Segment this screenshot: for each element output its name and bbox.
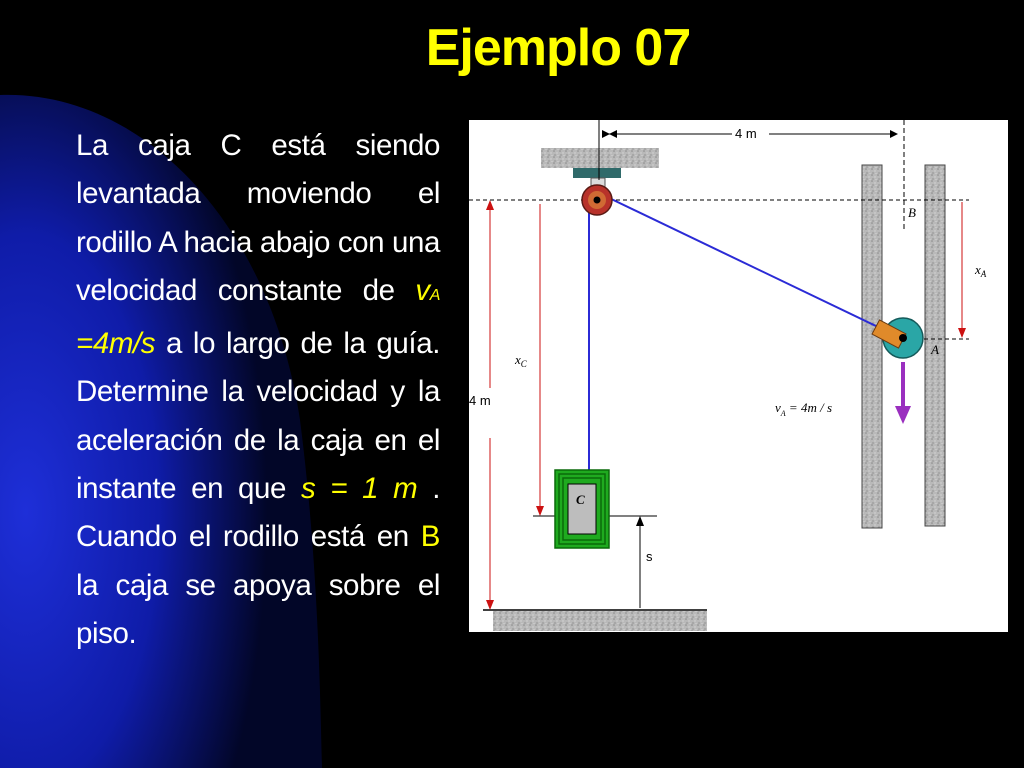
b-point-label: B (908, 205, 916, 220)
statement-part-1: La caja C está siendo levantada moviendo el rodillo A hacia abajo con una velocidad constante de (76, 129, 440, 307)
cable-to-roller (605, 196, 901, 338)
xc-label: $x_C$ (515, 352, 527, 369)
b-label: B (420, 520, 440, 554)
slide-title: Ejemplo 07 (425, 19, 691, 77)
s-label: s (646, 549, 653, 564)
a-point-label: A (931, 342, 939, 357)
diagram-svg (469, 120, 1008, 632)
statement-part-2: a lo largo de la guía. Determine la velocidad y la aceleración de la caja en el instante en que (76, 327, 440, 506)
ceiling-support (541, 148, 659, 168)
problem-statement (76, 122, 440, 658)
statement-part-3: . Cuando el rodillo está en (76, 472, 441, 554)
guide-rail-left (862, 165, 882, 528)
roller-hub (899, 334, 907, 342)
pulley-hub (594, 197, 601, 204)
pulley-diagram (469, 120, 1008, 632)
dim-label-top: 4 m (735, 126, 757, 141)
velocity-arrowhead (895, 406, 911, 424)
s-value: s = 1 m (301, 472, 418, 506)
statement-part-4: la caja se apoya sobre el piso. (76, 568, 440, 650)
dim-label-left: 4 m (469, 393, 491, 408)
floor (493, 611, 707, 631)
velocity-symbol: vA =4m/s (76, 273, 440, 361)
xa-label: $x_A$ (975, 262, 987, 279)
pulley-mount (573, 168, 621, 178)
velocity-label: $v_A = 4m / s$ (775, 400, 833, 418)
box-c-label: C (576, 492, 585, 507)
